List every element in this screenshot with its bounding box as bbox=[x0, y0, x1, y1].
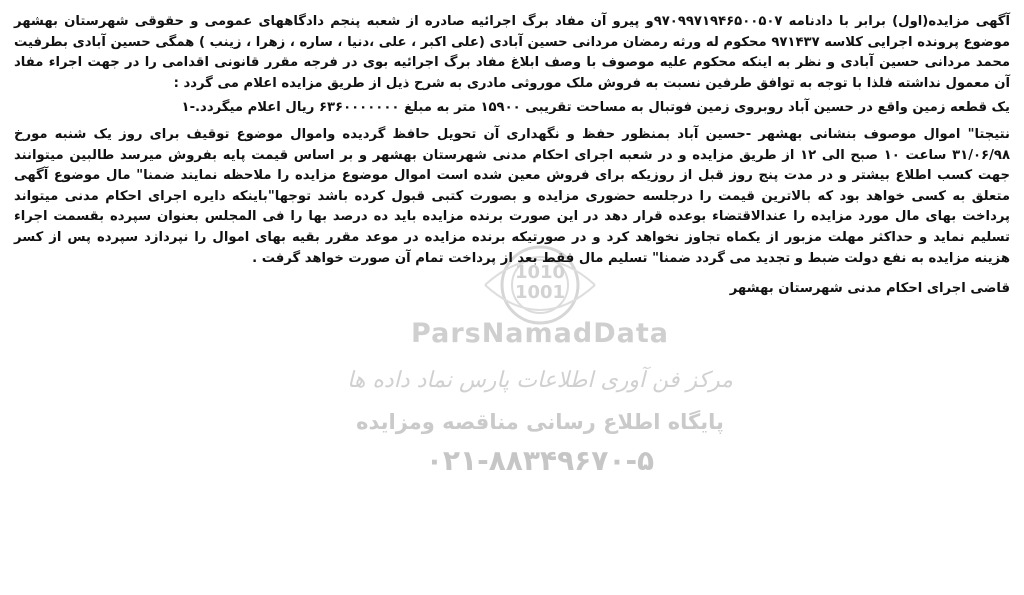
notice-intro-paragraph: آگهی مزایده(اول) برابر با دادنامه ۹۷۰۹۹۷۱۹۴۶۵۰۰۵۰۷و پیرو آن مفاد برگ اجرائیه صادره از شعبه پنجم دادگاههای عمومی و حقوقی شهرستان بهشهر موضوع پرونده اجرایی کلاسه ۹۷۱۴۳۷ محکوم له ورثه رمضان مردانی حسین آبادی (علی اکبر ، علی ،دنیا ، ساره ، زهرا ، زینب ) همگی حسین آبادی بطرفیت محمد مردانی حسین آبادی و نظر به اینکه محکوم علیه موصوف با وصف ابلاغ مفاد برگ اجرائیه بوی در فرجه مقرر قانونی اقدامی را در جهت اجراء مفاد آن معمول نداشته فلذا با توجه به توافق طرفین نسبت به فروش ملک موروثی مادری به شرح ذیل از طریق مزایده اعلام می گردد : bbox=[14, 14, 1011, 91]
watermark-phone: ۰۲۱-۸۸۳۴۹۶۷۰-۵ bbox=[425, 444, 655, 477]
notice-item-paragraph: یک قطعه زمین واقع در حسین آباد روبروی زمین فوتبال به مساحت تقریبی ۱۵۹۰۰ متر به مبلغ ۶۳۶۰۰۰۰۰۰۰ ریال اعلام میگردد.-۱ bbox=[181, 100, 1010, 116]
watermark-subtitle: پایگاه اطلاع رسانی مناقصه ومزایده bbox=[356, 410, 724, 434]
svg-text:1001: 1001 bbox=[514, 282, 566, 303]
watermark-tagline: مرکز فن آوری اطلاعات پارس نماد داده ها bbox=[347, 368, 733, 393]
svg-text:1010: 1010 bbox=[514, 262, 566, 283]
auction-notice bbox=[14, 12, 1010, 300]
notice-terms-paragraph: نتیجتا" اموال موصوف بنشانی بهشهر -حسین آباد بمنظور حفظ و نگهداری آن تحویل حافظ گردیده واموال موضوع توقیف برای روز یک شنبه مورخ ۳۱/۰۶/۹۸ ساعت ۱۰ صبح الی ۱۲ از طریق مزایده و در شعبه اجرای احکام مدنی شهرستان بهشهر و بر اساس قیمت پایه بفروش میرسد طالبین میتوانند جهت کسب اطلاع بیشتر و در مدت پنج روز قبل از روزیکه برای فروش معین شده است اموال موضوع مزایده را ملاحظه نمایند ضمنا" مال موضوع آگهی متعلق به کسی خواهد بود که بالاترین قیمت را درجلسه حضوری مزایده و بصورت کتبی قبول کرده باشد توجها"باینکه دایره اجرای احکام مدنی میتواند پرداخت بهای مال مورد مزایده را عندالاقتضاء بوعده قرار دهد در این صورت برنده مزایده باید ده درصد بها را فی المجلس بعنوان سپرده بقسمت اجراء تسلیم نماید و حداکثر مهلت مزبور از یکماه تجاوز نخواهد کرد و در صورتیکه برنده مزایده در موعد مقرر بقیه بهای اموال را نپردازد سپرده پس از کسر هزینه مزایده به نفع دولت ضبط و تجدید می گردد ضمنا" تسلیم مال فقط بعد از پرداخت تمام آن صورت خواهد گرفت . bbox=[14, 126, 1011, 266]
watermark-brand: ParsNamadData bbox=[411, 318, 669, 349]
notice-signature: قاضی اجرای احکام مدنی شهرستان بهشهر bbox=[729, 281, 1010, 297]
